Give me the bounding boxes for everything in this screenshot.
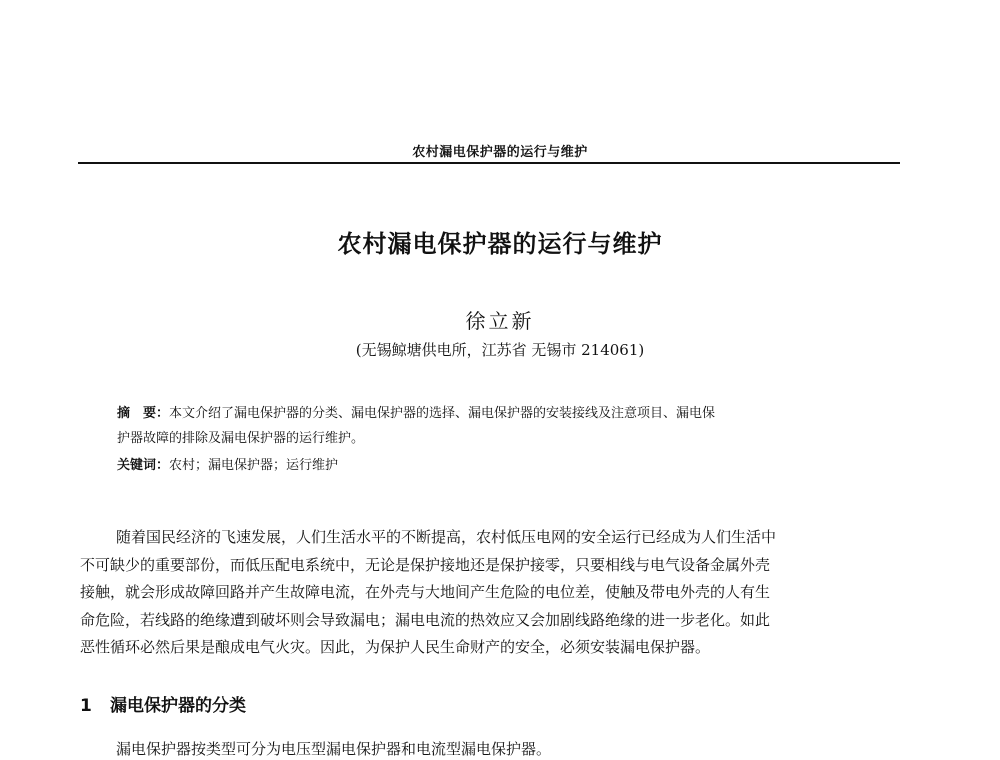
author-name: 徐立新 [465, 309, 535, 333]
abstract [117, 401, 877, 451]
header-rule [78, 162, 900, 164]
intro-paragraph [80, 524, 900, 662]
paragraph-line: 随着国民经济的飞速发展，人们生活水平的不断提高，农村低压电网的安全运行已经成为人们生活中 [116, 528, 777, 546]
section-title: 漏电保护器的分类 [110, 696, 246, 716]
paragraph-line: 恶性循环必然后果是酿成电气火灾。因此，为保护人民生命财产的安全，必须安装漏电保护器。 [80, 638, 711, 656]
keywords [117, 455, 877, 477]
abstract-line: 护器故障的排除及漏电保护器的运行维护。 [117, 431, 365, 446]
keywords-label: 关键词： [117, 458, 170, 473]
abstract-text: 本文介绍了漏电保护器的分类、漏电保护器的选择、漏电保护器的安装接线及注意项目、漏电保 [169, 406, 716, 421]
section-paragraph: 漏电保护器按类型可分为电压型漏电保护器和电流型漏电保护器。 [116, 740, 552, 758]
author-affiliation: (无锡鲸塘供电所，江苏省 无锡市 214061) [355, 341, 645, 359]
section-heading [80, 691, 246, 716]
keywords-text: 农村；漏电保护器；运行维护 [169, 458, 339, 473]
abstract-line [117, 401, 877, 426]
section-number: 1 [80, 696, 92, 716]
running-header: 农村漏电保护器的运行与维护 [412, 145, 588, 160]
abstract-label: 摘 要： [117, 406, 170, 421]
paragraph-line: 不可缺少的重要部份，而低压配电系统中，无论是保护接地还是保护接零，只要相线与电气设备金属外壳 [80, 555, 771, 574]
paragraph-line: 接触，就会形成故障回路并产生故障电流，在外壳与大地间产生危险的电位差，使触及带电外壳的人有生 [80, 583, 771, 601]
paragraph-line: 命危险，若线路的绝缘遭到破坏则会导致漏电；漏电电流的热效应又会加剧线路绝缘的进一步老化。如此 [80, 610, 771, 629]
article-title: 农村漏电保护器的运行与维护 [337, 230, 663, 258]
